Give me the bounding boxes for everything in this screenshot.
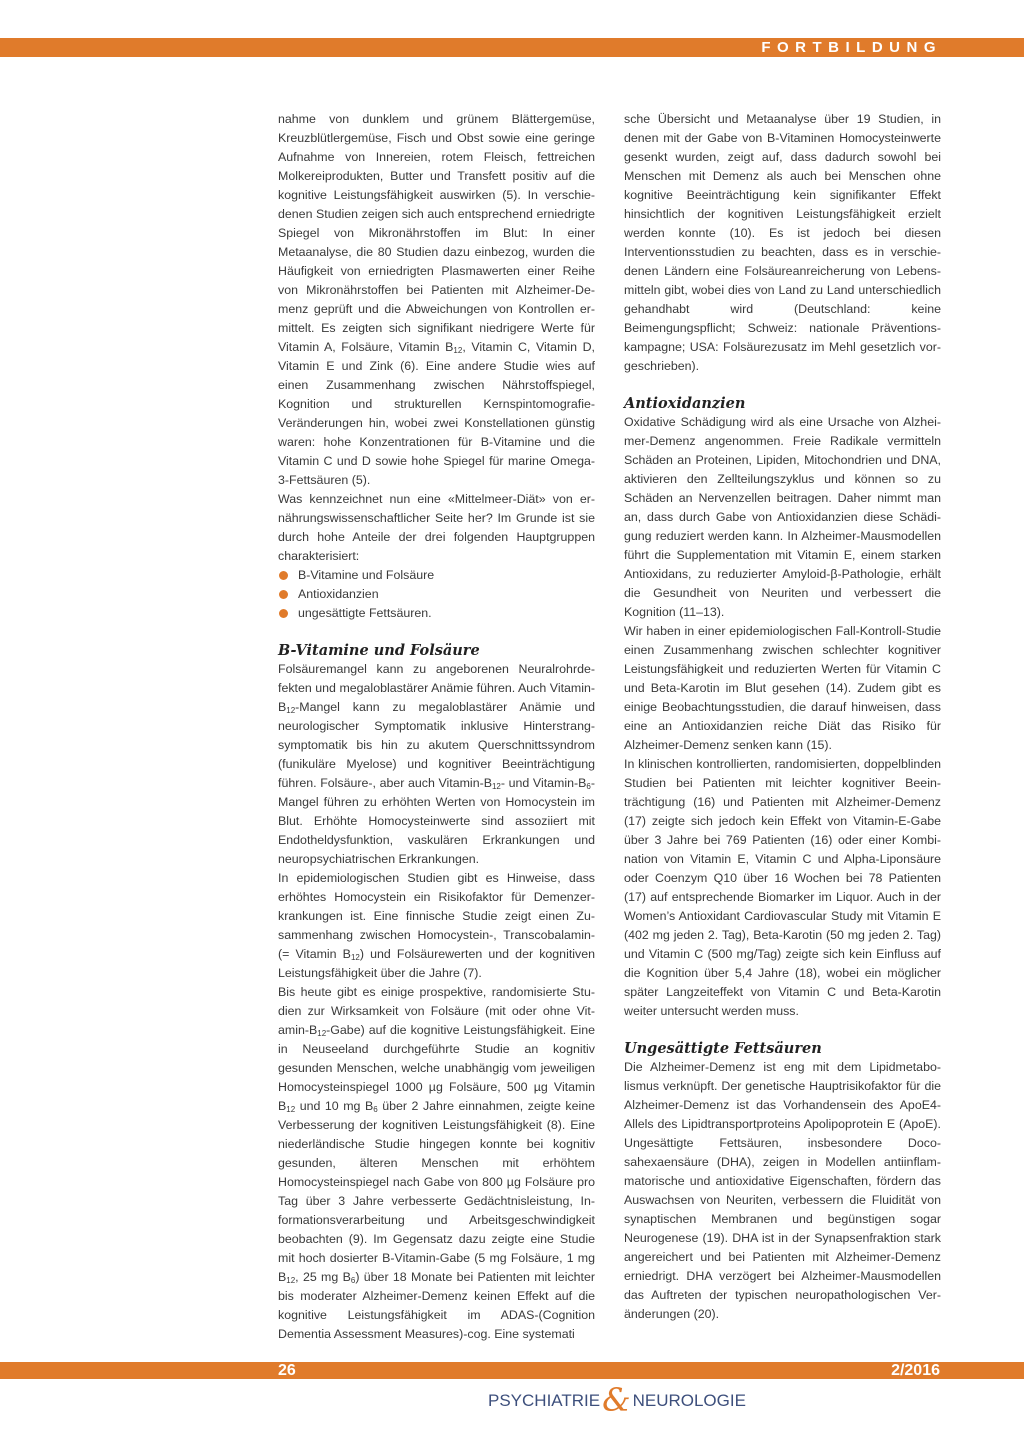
- paragraph: Folsäuremangel kann zu angeborenen Neuralrohrdefekten und megaloblastärer Anämie führen. Auch Vitamin-$B_{12}$-Mangel kann zu megaloblastärer Anämie und neurologischer Symptomatik inklusive Hinterstrangsymptomatik bis hin zu akutem Querschnittssyndrom (funikuläre Myelose) und kognitiver Beeinträchtigung führen. Folsäure-, aber auch Vitamin-$B_{12}-$ und Vitamin-$B_6$-Mangel führen zu erhöhten Werten von Homocystein im Blut. Erhöhte Homocysteinwerte sind assoziiert mit Endotheldysfunktion, vaskulären Erkrankungen und neuropsychiatrischen Erkrankungen.: [278, 662, 596, 866]
- journal-name-right: NEUROLOGIE: [632, 1391, 746, 1410]
- section-heading-b-vitamine: B-Vitamine und Folsäure: [278, 642, 480, 659]
- paragraph: Die Alzheimer-Demenz ist eng mit dem Lipidmetabolismus verknüpft. Der genetische Hauptrisikofaktor für die Alzheimer-Demenz ist das Vorhandensein des ApoE4-Allels des Lipidtransportproteins Apolipoprotein E (ApoE). Ungesättigte Fettsäuren, insbesondere Docosahexaensäure (DHA), zeigen in Modellen antiinflammatorische und antioxidative Eigenschaften, fördern das Auswachsen von Neuriten, verbessern die Fluidität von synaptischen Membranen und begünstigen sogar Neurogenese (19). DHA ist in der Synapsenfraktion stark angereichert und bei Patienten mit Alzheimer-Demenz erniedrigt. DHA verzögert bei Alzheimer-Mausmodellen das Auftreten der typischen neuropathologischen Veränderungen (20).: [624, 1060, 941, 1321]
- paragraph: In epidemiologischen Studien gibt es Hinweise, dass erhöhtes Homocystein ein Risikofaktor für Demenzerkrankungen ist. Eine finnische Studie zeigt einen Zusammenhang zwischen Homocystein-, Transcobalamin- (= Vitamin $B_{12}$) und Folsäurewerten und der kognitiven Leistungsfähigkeit über die Jahre (7).: [278, 871, 595, 980]
- list-item: ungesättigte Fettsäuren.: [278, 604, 595, 623]
- paragraph: Wir haben in einer epidemiologischen Fall-Kontroll-Studie einen Zusammenhang zwischen schlechter kognitiver Leistungsfähigkeit und reduzierten Werten für Vitamin C und Beta-Karotin im Blut gesehen (14). Zudem gibt es einige Beobachtungsstudien, die darauf hinweisen, dass eine an Antioxidanzien reiche Diät das Risiko für Alzheimer-Demenz senken kann (15).: [624, 624, 941, 752]
- paragraph: Was kennzeichnet nun eine «Mittelmeer-Diät» von ernährungswissenschaftlicher Seite her? Im Grunde ist sie durch hohe Anteile der drei folgenden Hauptgruppen charakterisiert:: [278, 492, 595, 563]
- list-item: B-Vitamine und Folsäure: [278, 566, 595, 585]
- section-heading-antioxidanzien: Antioxidanzien: [624, 395, 746, 412]
- section-heading-fettsaeuren: Ungesättigte Fettsäuren: [624, 1040, 822, 1057]
- issue-number: 2/2016: [891, 1362, 940, 1379]
- bullet-list: [278, 566, 595, 623]
- list-item: Antioxidanzien: [278, 585, 595, 604]
- section-kicker: FORTBILDUNG: [761, 39, 942, 56]
- right-column: [624, 110, 941, 1324]
- bullet-dot-icon: [279, 571, 288, 580]
- paragraph: In klinischen kontrollierten, randomisierten, doppelblinden Studien bei Patienten mit leichter kognitiver Beeinträchtigung (16) und Patienten mit Alzheimer-Demenz (17) zeigte sich jedoch kein Effekt von Vitamin-E-Gabe über 3 Jahre bei 769 Patienten (16) oder einer Kombination von Vitamin E, Vitamin C und Alpha-Liponsäure oder Coenzym Q10 über 16 Wochen bei 78 Patienten (17) auf entsprechende Biomarker im Liquor. Auch in der Women’s Antioxidant Cardiovascular Study mit Vitamin E (402 mg jeden 2. Tag), Beta-Karotin (50 mg jeden 2. Tag) und Vitamin C (500 mg/Tag) zeigte sich kein Einfluss auf die Kognition über 5,4 Jahre (18), wobei ein möglicher später Langzeiteffekt von Vitamin C und Beta-Karotin weiter untersucht werden muss.: [624, 757, 941, 1018]
- bullet-dot-icon: [279, 609, 288, 618]
- paragraph: nahme von dunklem und grünem Blättergemüse, Kreuzblütlergemüse, Fisch und Obst sowie eine geringe Aufnahme von Innereien, rotem Fleisch, fettreichen Molkereiprodukten, Butter und Transfett positiv auf die kognitive Leistungsfähigkeit auswirken (5). In verschiedenen Studien zeigen sich auch entsprechend erniedrigte Spiegel von Mikronährstoffen im Blut: In einer Metaanalyse, die 80 Studien dazu einbezog, wurden die Häufigkeit von erniedrigten Plasmawerten einer Reihe von Mikronährstoffen bei Patienten mit Alzheimer-Demenz geprüft und die Abweichungen von Kontrollen ermittelt. Es zeigten sich signifikant niedrigere Werte für Vitamin A, Folsäure, Vitamin $B_{12}$, Vitamin C, Vitamin D, Vitamin E und Zink (6). Eine andere Studie wies auf einen Zusammenhang zwischen Nährstoffspiegel, Kognition und strukturellen Kernspintomografie-Veränderungen hin, wobei zwei Konstellationen günstig waren: hohe Konzentrationen für B-Vitamine und die Vitamin C und D sowie hohe Spiegel für marine Omega-3-Fettsäuren (5).: [278, 112, 595, 487]
- journal-ampersand: &: [602, 1381, 631, 1419]
- paragraph: Bis heute gibt es einige prospektive, randomisierte Studien zur Wirksamkeit von Folsäure (mit oder ohne Vitamin-$B_{12}-Gabe$) auf die kognitive Leistungsfähigkeit. Eine in Neuseeland durchgeführte Studie an kognitiv gesunden Menschen, welche unabhängig vom jeweiligen Homocysteinspiegel 1000 µg Folsäure, 500 µg Vitamin $B_{12}$ und 10 mg $B_6$ über 2 Jahre einnahmen, zeigte keine Verbesserung der kognitiven Leistungsfähigkeit (8). Eine niederländische Studie hingegen konnte bei kognitiv gesunden, älteren Menschen mit erhöhtem Homocysteinspiegel nach Gabe von 800 µg Folsäure pro Tag über 3 Jahre verbesserte Gedächtnisleistung, Informationsverarbeitung und Arbeitsgeschwindigkeit beobachten (9). Im Gegensatz dazu zeigte eine Studie mit hoch dosierter B-Vitamin-Gabe (5 mg Folsäure, 1 mg $B_{12}$, 25 mg $B_6$) über 18 Monate bei Patienten mit leichter bis moderater Alzheimer-Demenz keinen Effekt auf die kognitive Leistungsfähigkeit im ADAS-(Cognition Dementia Assessment Measures)-cog. Eine systemati: [278, 985, 596, 1341]
- journal-logo: [488, 1380, 746, 1420]
- bullet-dot-icon: [279, 590, 288, 599]
- paragraph: Oxidative Schädigung wird als eine Ursache von Alzheimer-Demenz angenommen. Freie Radikale vermitteln Schäden an Proteinen, Lipiden, Mitochondrien und DNA, aktivieren den Zellteilungszyklus und können so zu Schäden an Nervenzellen beitragen. Daher nimmt man an, dass durch Gabe von Antioxidanzien diese Schädigung reduziert werden kann. In Alzheimer-Mausmodellen führt die Supplementation mit Vitamin E, einem starken Antioxidans, zu reduzierter Amyloid-β-Pathologie, erhält die Gesundheit von Neuriten und verbessert die Kognition (11–13).: [624, 415, 941, 619]
- page-number: 26: [278, 1362, 296, 1379]
- header-bar: [0, 38, 1024, 57]
- paragraph: sche Übersicht und Metaanalyse über 19 Studien, in denen mit der Gabe von B-Vitaminen Homocysteinwerte gesenkt wurden, zeigt auf, dass dadurch sowohl bei Menschen mit Demenz als auch bei Menschen ohne kognitive Beeinträchtigung kein signifikanter Effekt hinsichtlich der kognitiven Leistungsfähigkeit erzielt werden konnte (10). Es ist jedoch bei diesen Interventionsstudien zu beachten, dass es in verschiedenen Ländern eine Folsäureanreicherung von Lebensmitteln gibt, wobei dies von Land zu Land unterschiedlich gehandhabt wird (Deutschland: keine Beimengungspflicht; Schweiz: nationale Präventionskampagne; USA: Folsäurezusatz im Mehl gesetzlich vorgeschrieben).: [624, 112, 941, 373]
- journal-name-left: PSYCHIATRIE: [488, 1391, 601, 1410]
- footer-bar: [0, 1362, 1024, 1379]
- left-column: [278, 110, 595, 1344]
